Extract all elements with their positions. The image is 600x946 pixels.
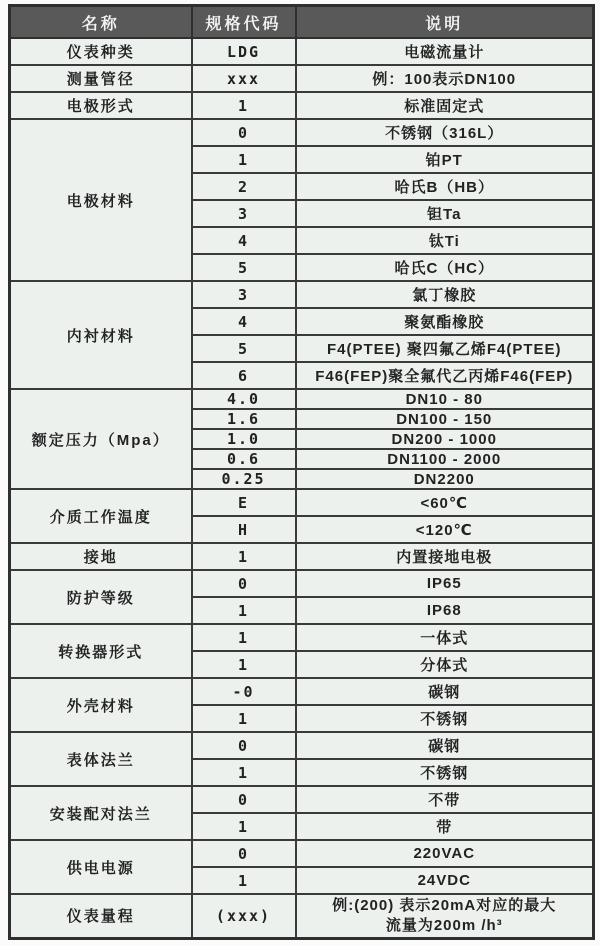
spec-code-cell: E bbox=[192, 489, 296, 516]
desc-line1: 不带 bbox=[428, 792, 461, 809]
desc-line2: 流量为200m /h³ bbox=[385, 916, 503, 934]
row-name-cell: 测量管径 bbox=[10, 65, 192, 92]
spec-code-cell: 4.0 bbox=[192, 389, 296, 409]
row-name-cell: 表体法兰 bbox=[10, 732, 192, 786]
desc-line1: DN10 - 80 bbox=[405, 390, 483, 408]
spec-code-cell: 1 bbox=[192, 146, 296, 173]
spec-desc-cell bbox=[296, 705, 594, 732]
spec-desc-cell bbox=[296, 200, 594, 227]
spec-desc-cell bbox=[296, 651, 594, 678]
spec-desc-cell bbox=[296, 281, 594, 308]
desc-line1: 碳钢 bbox=[428, 684, 461, 701]
spec-code-cell: 1 bbox=[192, 759, 296, 786]
desc-line1: 内置接地电极 bbox=[396, 549, 493, 566]
row-name-cell: 供电电源 bbox=[10, 840, 192, 894]
desc-line1: 分体式 bbox=[420, 657, 469, 674]
desc-line1: 哈氏C（HC） bbox=[394, 260, 494, 277]
spec-code-cell: 4 bbox=[192, 308, 296, 335]
spec-desc-cell bbox=[296, 867, 594, 894]
desc-line1: 标准固定式 bbox=[404, 98, 485, 115]
header-row bbox=[10, 6, 594, 39]
desc-line1: DN1100 - 2000 bbox=[387, 450, 502, 468]
spec-desc-cell bbox=[296, 146, 594, 173]
spec-code-cell: 0 bbox=[192, 570, 296, 597]
table-row bbox=[10, 489, 594, 516]
spec-desc-cell bbox=[296, 227, 594, 254]
row-name-cell: 额定压力（Mpa） bbox=[10, 389, 192, 489]
row-name-cell: 电极形式 bbox=[10, 92, 192, 119]
spec-table-header bbox=[10, 6, 594, 39]
spec-desc-cell bbox=[296, 759, 594, 786]
spec-code-cell: 0.6 bbox=[192, 449, 296, 469]
spec-code-cell: 6 bbox=[192, 362, 296, 389]
table-row bbox=[10, 281, 594, 308]
spec-code-cell: 5 bbox=[192, 254, 296, 281]
spec-code-cell: 2 bbox=[192, 173, 296, 200]
desc-line1: <120℃ bbox=[415, 521, 473, 539]
desc-line1: IP68 bbox=[426, 602, 462, 619]
table-row bbox=[10, 389, 594, 409]
spec-code-cell: (xxx) bbox=[192, 894, 296, 938]
spec-desc-cell bbox=[296, 429, 594, 449]
spec-table-body bbox=[10, 38, 594, 938]
spec-desc-cell bbox=[296, 92, 594, 119]
spec-code-cell: 1 bbox=[192, 813, 296, 840]
desc-line1: IP65 bbox=[426, 575, 462, 592]
table-row bbox=[10, 678, 594, 705]
spec-code-cell: 1 bbox=[192, 705, 296, 732]
spec-code-cell: 1 bbox=[192, 624, 296, 651]
desc-line1: 不锈钢 bbox=[420, 711, 469, 728]
table-row bbox=[10, 543, 594, 570]
row-name-cell: 防护等级 bbox=[10, 570, 192, 624]
desc-line1: 24VDC bbox=[417, 872, 471, 889]
table-row bbox=[10, 624, 594, 651]
spec-desc-cell bbox=[296, 894, 594, 938]
spec-desc-cell bbox=[296, 449, 594, 469]
spec-desc-cell bbox=[296, 678, 594, 705]
desc-line1: 一体式 bbox=[420, 630, 469, 647]
spec-desc-cell bbox=[296, 173, 594, 200]
spec-desc-cell bbox=[296, 254, 594, 281]
spec-desc-cell bbox=[296, 362, 594, 389]
spec-code-cell: 0.25 bbox=[192, 469, 296, 489]
spec-desc-cell bbox=[296, 786, 594, 813]
spec-code-cell: H bbox=[192, 516, 296, 543]
row-name-cell: 仪表量程 bbox=[10, 894, 192, 938]
spec-code-cell: 1.0 bbox=[192, 429, 296, 449]
row-name-cell: 转换器形式 bbox=[10, 624, 192, 678]
spec-code-cell: 0 bbox=[192, 732, 296, 759]
spec-code-cell: 5 bbox=[192, 335, 296, 362]
spec-desc-cell bbox=[296, 389, 594, 409]
spec-code-cell: 1 bbox=[192, 651, 296, 678]
desc-line1: 钽Ta bbox=[427, 206, 462, 223]
desc-line1: 电磁流量计 bbox=[404, 44, 485, 61]
table-row bbox=[10, 894, 594, 938]
spec-desc-cell bbox=[296, 543, 594, 570]
spec-code-cell: xxx bbox=[192, 65, 296, 92]
spec-desc-cell bbox=[296, 335, 594, 362]
spec-desc-cell bbox=[296, 732, 594, 759]
desc-line1: 钛Ti bbox=[428, 233, 460, 250]
spec-code-cell: 1 bbox=[192, 867, 296, 894]
table-row bbox=[10, 38, 594, 65]
desc-line1: 例：100表示DN100 bbox=[372, 71, 517, 88]
spec-code-cell: -0 bbox=[192, 678, 296, 705]
header-name-column: 名称 bbox=[10, 6, 192, 39]
row-name-cell: 接地 bbox=[10, 543, 192, 570]
spec-code-cell: 0 bbox=[192, 786, 296, 813]
spec-code-cell: 1 bbox=[192, 543, 296, 570]
spec-desc-cell bbox=[296, 624, 594, 651]
desc-line1: 例:(200) 表示20mA对应的最大 bbox=[332, 896, 557, 914]
table-row bbox=[10, 840, 594, 867]
desc-line1: 铂PT bbox=[425, 152, 463, 169]
desc-line1: 聚氨酯橡胶 bbox=[404, 314, 485, 331]
spec-desc-cell bbox=[296, 516, 594, 543]
spec-code-cell: 4 bbox=[192, 227, 296, 254]
spec-code-cell: 1 bbox=[192, 92, 296, 119]
header-desc-column: 说明 bbox=[296, 6, 594, 39]
spec-desc-cell bbox=[296, 65, 594, 92]
desc-line1: 带 bbox=[436, 819, 453, 836]
row-name-cell: 内衬材料 bbox=[10, 281, 192, 389]
row-name-cell: 仪表种类 bbox=[10, 38, 192, 65]
desc-line1: 220VAC bbox=[413, 845, 476, 862]
spec-desc-cell bbox=[296, 840, 594, 867]
desc-line1: F4(PTEE) 聚四氟乙烯F4(PTEE) bbox=[326, 341, 562, 358]
desc-line1: F46(FEP)聚全氟代乙丙烯F46(FEP) bbox=[315, 368, 574, 385]
spec-desc-cell bbox=[296, 597, 594, 624]
desc-line1: 碳钢 bbox=[428, 738, 461, 755]
spec-desc-cell bbox=[296, 409, 594, 429]
spec-desc-cell bbox=[296, 813, 594, 840]
row-name-cell: 介质工作温度 bbox=[10, 489, 192, 543]
desc-line1: DN2200 bbox=[413, 470, 475, 488]
desc-line1: DN100 - 150 bbox=[396, 410, 493, 428]
table-row bbox=[10, 786, 594, 813]
row-name-cell: 电极材料 bbox=[10, 119, 192, 281]
spec-code-cell: 1.6 bbox=[192, 409, 296, 429]
row-name-cell: 外壳材料 bbox=[10, 678, 192, 732]
table-row bbox=[10, 570, 594, 597]
desc-line1: DN200 - 1000 bbox=[391, 430, 497, 448]
row-name-cell: 安装配对法兰 bbox=[10, 786, 192, 840]
spec-desc-cell bbox=[296, 489, 594, 516]
spec-code-cell: 3 bbox=[192, 281, 296, 308]
desc-line1: 不锈钢（316L） bbox=[385, 125, 504, 142]
spec-code-cell: LDG bbox=[192, 38, 296, 65]
spec-code-cell: 0 bbox=[192, 840, 296, 867]
spec-desc-cell bbox=[296, 119, 594, 146]
header-code-column: 规格代码 bbox=[192, 6, 296, 39]
spec-desc-cell bbox=[296, 570, 594, 597]
desc-line1: 哈氏B（HB） bbox=[394, 179, 494, 196]
table-row bbox=[10, 732, 594, 759]
spec-desc-cell bbox=[296, 308, 594, 335]
table-row bbox=[10, 92, 594, 119]
spec-code-cell: 0 bbox=[192, 119, 296, 146]
spec-desc-cell bbox=[296, 38, 594, 65]
spec-desc-cell bbox=[296, 469, 594, 489]
table-row bbox=[10, 65, 594, 92]
desc-line1: <60℃ bbox=[420, 494, 469, 512]
desc-line1: 不锈钢 bbox=[420, 765, 469, 782]
spec-code-cell: 3 bbox=[192, 200, 296, 227]
table-row bbox=[10, 119, 594, 146]
spec-code-cell: 1 bbox=[192, 597, 296, 624]
desc-line1: 氯丁橡胶 bbox=[412, 287, 477, 304]
spec-table bbox=[8, 4, 595, 940]
